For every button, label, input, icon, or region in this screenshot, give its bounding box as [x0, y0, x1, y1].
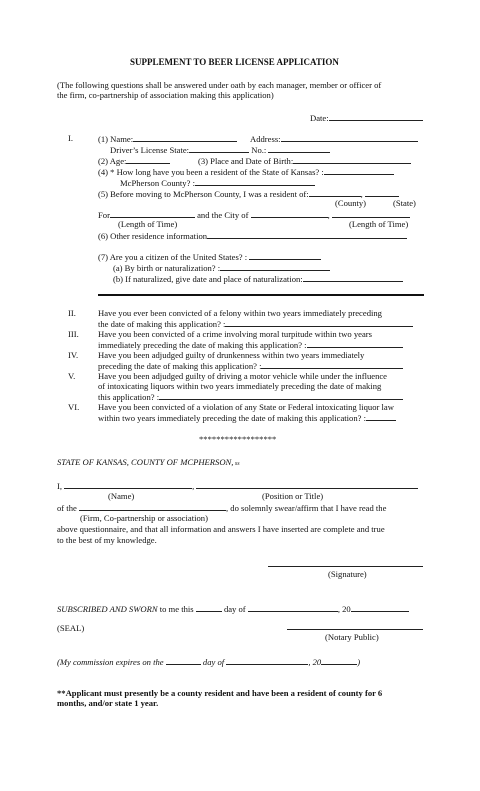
- signature-caption: (Signature): [328, 569, 367, 579]
- section-3-line-1: Have you been convicted of a crime involving moral turpitude within two years: [98, 329, 372, 339]
- commission-field[interactable]: [57, 656, 360, 667]
- section-6-numeral: VI.: [68, 402, 80, 412]
- address-blank[interactable]: [281, 133, 418, 142]
- section-5-line-2: of intoxicating liquors within two years immediately preceding the date of making: [98, 381, 382, 391]
- footnote-line-1: **Applicant must presently be a county resident and have been a resident of county for 6: [57, 688, 383, 698]
- length-caption-1: (Length of Time): [118, 219, 178, 229]
- subscribed-day-of: day of: [223, 604, 246, 614]
- section-4-numeral: IV.: [68, 350, 79, 360]
- q1-no-label: No.:: [251, 145, 267, 155]
- commission-close: ): [357, 657, 361, 667]
- dui-blank[interactable]: [159, 391, 403, 400]
- length-time-blank-1[interactable]: [110, 209, 195, 218]
- county-caption: (County): [335, 198, 367, 208]
- q1-address-field[interactable]: [250, 133, 418, 144]
- q4-county-field[interactable]: [120, 177, 315, 188]
- commission-day-of: day of: [202, 657, 225, 667]
- i-label: I,: [57, 481, 63, 491]
- birth-naturalization-blank[interactable]: [220, 262, 330, 271]
- state-county-line: [57, 457, 240, 469]
- name-caption: (Name): [108, 491, 135, 501]
- age-blank[interactable]: [126, 155, 170, 164]
- dl-number-blank[interactable]: [268, 144, 330, 153]
- section-4-line-1: Have you been adjudged guilty of drunkenness within two years immediately: [98, 350, 365, 360]
- do-swear-text: , do solemnly swear/affirm that I have read the: [225, 503, 387, 513]
- section-6-line-2: within two years immediately preceding the date of making this application? :: [98, 413, 367, 423]
- subscribed-field[interactable]: [57, 603, 409, 614]
- section-6-answer[interactable]: [98, 412, 396, 423]
- naturalization-blank[interactable]: [303, 273, 403, 282]
- section-2-answer[interactable]: [98, 318, 413, 329]
- date-field[interactable]: [310, 112, 423, 123]
- subscribed-to-me: to me this: [157, 604, 194, 614]
- section-1-numeral: I.: [68, 133, 74, 143]
- q1-name-field[interactable]: [98, 133, 237, 144]
- section-3-answer[interactable]: [98, 339, 403, 350]
- q7-field[interactable]: [98, 251, 321, 262]
- q7a-field[interactable]: [113, 262, 330, 273]
- citizen-blank[interactable]: [249, 251, 321, 260]
- drunkenness-blank[interactable]: [261, 360, 403, 369]
- notary-line[interactable]: [287, 629, 423, 630]
- subscribed-year: , 20: [337, 604, 351, 614]
- intro-line-1: (The following questions shall be answered under oath by each manager, member or officer of: [57, 80, 382, 90]
- section-5-answer[interactable]: [98, 391, 403, 402]
- section-4-answer[interactable]: [98, 360, 403, 371]
- q3-birth-field[interactable]: [198, 155, 411, 166]
- signature-line[interactable]: [268, 566, 423, 567]
- star-divider: ******************: [199, 434, 277, 444]
- section-divider: [98, 294, 424, 296]
- section-2-line-2: the date of making this application? :: [98, 319, 226, 329]
- of-the-label: of the: [57, 503, 77, 513]
- commission-year-blank[interactable]: [321, 656, 357, 665]
- commission-lead: (My commission expires on the: [57, 657, 164, 667]
- for-field[interactable]: For and the City of ,: [98, 209, 410, 220]
- page-title: SUPPLEMENT TO BEER LICENSE APPLICATION: [130, 57, 339, 67]
- commission-month-blank[interactable]: [226, 656, 308, 665]
- birth-blank[interactable]: [293, 155, 411, 164]
- sworn-day-blank[interactable]: [196, 603, 222, 612]
- q7b-label: (b) If naturalized, give date and place of naturalization:: [113, 274, 303, 284]
- footnote-line-2: months, and/or state 1 year.: [57, 698, 159, 708]
- oath-name-blank[interactable]: [64, 480, 195, 491]
- date-blank[interactable]: [329, 112, 423, 121]
- q4-state-field[interactable]: [98, 166, 394, 177]
- oath-body-2: to the best of my knowledge.: [57, 535, 157, 545]
- kansas-residence-blank[interactable]: [324, 166, 394, 175]
- firm-blank[interactable]: [79, 502, 226, 511]
- intro-line-2: the firm, co-partnership of association making this application): [57, 90, 274, 100]
- city-label: and the City of: [197, 210, 249, 220]
- q6-field[interactable]: [98, 230, 407, 241]
- ss-text: ss: [234, 461, 240, 467]
- section-2-line-1: Have you ever been convicted of a felony within two years immediately preceding: [98, 308, 382, 318]
- moral-turpitude-blank[interactable]: [307, 339, 403, 348]
- firm-caption: (Firm, Co-partnership or association): [80, 513, 208, 523]
- for-label: For: [98, 210, 110, 220]
- section-2-numeral: II.: [68, 308, 76, 318]
- q1-dl-field[interactable]: [110, 144, 330, 155]
- q2-age-field[interactable]: [98, 155, 170, 166]
- q6-label: (6) Other residence information: [98, 231, 208, 241]
- oath-name-field[interactable]: [57, 480, 418, 491]
- q7a-label: (a) By birth or naturalization? :: [113, 263, 221, 273]
- prior-state-blank[interactable]: [365, 188, 399, 197]
- length-caption-2: (Length of Time): [349, 219, 409, 229]
- oath-comma: ,: [192, 481, 195, 491]
- name-blank[interactable]: [133, 133, 237, 142]
- section-3-line-2: immediately preceding the date of making this application? :: [98, 340, 307, 350]
- dl-state-blank[interactable]: [189, 144, 249, 153]
- position-caption: (Position or Title): [262, 491, 324, 501]
- other-residence-blank[interactable]: [207, 230, 407, 239]
- sworn-year-blank[interactable]: [351, 603, 409, 612]
- state-caption: (State): [393, 198, 416, 208]
- q4-label: (4) * How long have you been a resident of the State of Kansas? :: [98, 167, 324, 177]
- q1-dl-label: Driver’s License State:: [110, 145, 190, 155]
- oath-position-blank[interactable]: [196, 480, 418, 489]
- length-time-blank-2[interactable]: [332, 209, 410, 218]
- q1-address-label: Address:: [250, 134, 281, 144]
- section-5-line-1: Have you been adjudged guilty of driving a motor vehicle while under the influence: [98, 371, 387, 381]
- section-3-numeral: III.: [68, 329, 79, 339]
- q5-label: (5) Before moving to McPherson County, I was a resident of:: [98, 189, 309, 199]
- oath-body-1: above questionnaire, and that all information and answers I have inserted are complete and true: [57, 524, 385, 534]
- state-county-text: STATE OF KANSAS, COUNTY OF MCPHERSON,: [57, 457, 234, 467]
- q4-county-label: McPherson County? :: [120, 178, 195, 188]
- commission-year: , 20: [308, 657, 322, 667]
- section-5-line-3: this application? :: [98, 392, 160, 402]
- q5-comma: ,: [360, 189, 363, 199]
- section-6-line-1: Have you been convicted of a violation of any State or Federal intoxicating liquor law: [98, 402, 394, 412]
- prior-county-blank[interactable]: [309, 188, 361, 197]
- county-residence-blank[interactable]: [195, 177, 315, 186]
- liquor-law-blank[interactable]: [366, 412, 396, 421]
- section-5-numeral: V.: [68, 371, 76, 381]
- date-label: Date:: [310, 113, 329, 123]
- q7b-field[interactable]: [113, 273, 403, 284]
- sworn-month-blank[interactable]: [248, 603, 338, 612]
- seal-label: (SEAL): [57, 623, 85, 633]
- q1-name-label: (1) Name:: [98, 134, 134, 144]
- commission-day-blank[interactable]: [166, 656, 201, 665]
- q7-label: (7) Are you a citizen of the United States? :: [98, 252, 248, 262]
- felony-blank[interactable]: [225, 318, 413, 327]
- subscribed-lead: SUBSCRIBED AND SWORN: [57, 604, 158, 614]
- q2-age-label: (2) Age:: [98, 156, 127, 166]
- city-blank[interactable]: [251, 209, 328, 218]
- q3-birth-label: (3) Place and Date of Birth:: [198, 156, 294, 166]
- notary-caption: (Notary Public): [325, 632, 379, 642]
- oath-firm-field[interactable]: [57, 502, 386, 513]
- section-4-line-2: preceding the date of making this application? :: [98, 361, 262, 371]
